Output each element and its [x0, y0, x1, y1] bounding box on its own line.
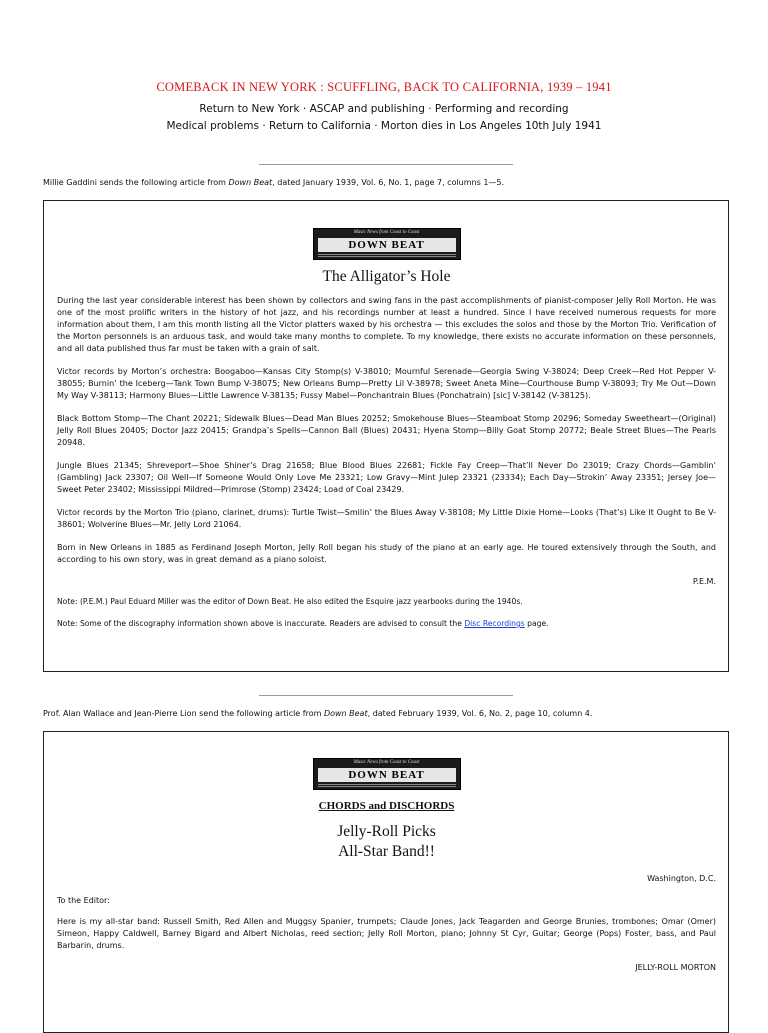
publication-name: Down Beat — [323, 709, 368, 718]
chapter-topics-line-1: Return to New York · ASCAP and publishing · Performing and recording — [199, 103, 569, 115]
paragraph: Victor records by Morton’s orchestra: Boogaboo—Kansas City Stomp(s) V-38010; Mournful Serenade—Georgia Swing V-38024; Deep Creek—Red Hot Pepper V-38055; Burnin’ the Iceberg—Tank Town Bump V-38075; New Orleans Bump—Pretty Lil V-38978; Sweet Aneta Mine—Courthouse Bump V-38093; Try Me Out—Down My Way V-38113; Harmony Blues—Little Lawrence V-38135; Fussy Mabel—Ponchantrain Blues (Ponchatrain) [sic] V-38142 (V-38125). — [57, 367, 716, 400]
article-2-source — [43, 709, 733, 718]
paragraph: Born in New Orleans in 1885 as Ferdinand Joseph Morton, Jelly Roll began his study of the piano at an early age. He toured extensively through the South, and according to his own story, was in great demand as a piano soloist. — [57, 543, 716, 564]
article-1-box — [43, 200, 729, 672]
paragraph: Here is my all-star band: Russell Smith, Red Allen and Muggsy Spanier, trumpets; Claude Jones, Jack Teagarden and George Brunies, trombones; Omar (Omer) Simeon, Happy Caldwell, Barney Bigard and Albert Nicholas, reed section; Jelly Roll Morton, piano; Johnny St Cyr, Guitar; George (Pops) Foster, bass, and Paul Barbarin, drums. — [57, 917, 716, 950]
discography-note: Note: Some of the discography information shown above is inaccurate. Readers are advised to consult the Disc Recordings page. — [57, 619, 549, 628]
page-header — [0, 80, 768, 135]
article-title: The Alligator’s Hole — [322, 268, 451, 285]
article-1-source — [43, 178, 733, 187]
paragraph: Black Bottom Stomp—The Chant 20221; Sidewalk Blues—Dead Man Blues 20252; Smokehouse Blues—Steamboat Stomp 20296; Someday Sweetheart—(Original) Jelly Roll Blues 20405; Doctor Jazz 20415; Grandpa’s Spells—Cannon Ball (Blues) 20431; Hyena Stomp—Billy Goat Stomp 20772; Beale Street Blues—The Pearls 20948. — [57, 414, 716, 447]
author-initials: P.E.M. — [692, 577, 716, 586]
down-beat-logo — [313, 758, 461, 790]
paragraph: Jungle Blues 21345; Shreveport—Shoe Shiner’s Drag 21658; Blue Blood Blues 22681; Fickle Fay Creep—That’ll Never Do 23019; Crazy Chords—Gamblin’ (Gambling) Jack 23307; Oil Well—If Someone Would Only Love Me 23321; Low Gravy—Mint Julep 23321 (23334); Each Day—Strokin’ Away 23351; Jersey Joe—Sweet Peter 23402; Mississippi Mildred—Primrose (Stomp) 23424; Load of Coal 23429. — [57, 461, 716, 494]
paragraph: During the last year considerable interest has been shown by collectors and swing fans in the past accomplishments of pianist-composer Jelly Roll Morton. He was one of the most prolific writers in the history of hot jazz, and his recordings number at least a hundred. Since I have received numerous requests for more information about them, I am this month listing all the Victor platters waxed by his orchestra — this excludes the solos and those by the Morton Trio. Verification of the Morton personnels is an arduous task, and would take many months to complete. To my knowledge, there exists no accurate information on these personnels, and all data published thus far must be taken with a grain of salt. — [57, 296, 716, 353]
letter-body — [57, 916, 716, 952]
dateline: Washington, D.C. — [647, 874, 716, 883]
section-heading: CHORDS and DISCHORDS — [318, 800, 455, 812]
divider — [259, 695, 513, 696]
source-text: Millie Gaddini sends the following article from — [43, 178, 229, 187]
source-details: , dated January 1939, Vol. 6, No. 1, page 7, columns 1—5. — [272, 178, 505, 187]
logo-tagline: Music News from Coast to Coast — [353, 760, 420, 765]
paragraph: Victor records by the Morton Trio (piano, clarinet, drums): Turtle Twist—Smilin’ the Blues Away V-38108; My Little Dixie Home—Looks (That’s) Like It Ought to Be V-38601; Wolverine Blues—Mr. Jelly Lord 21064. — [57, 508, 716, 529]
logo-masthead: DOWN BEAT — [348, 769, 425, 781]
source-details: , dated February 1939, Vol. 6, No. 2, page 10, column 4. — [367, 709, 593, 718]
headline-line-2: All-Star Band!! — [338, 843, 435, 860]
salutation: To the Editor: — [57, 896, 110, 905]
disc-recordings-link[interactable]: Disc Recordings — [464, 619, 525, 628]
editor-note: Note: (P.E.M.) Paul Eduard Miller was the editor of Down Beat. He also edited the Esquire jazz yearbooks during the 1940s. — [57, 597, 523, 606]
headline-line-1: Jelly-Roll Picks — [337, 823, 436, 840]
logo-tagline: Music News from Coast to Coast — [353, 230, 420, 235]
article-2-box — [43, 731, 729, 1033]
publication-name: Down Beat — [228, 178, 273, 187]
article-body — [57, 295, 716, 566]
down-beat-logo — [313, 228, 461, 260]
logo-masthead: DOWN BEAT — [348, 239, 425, 251]
chapter-title: COMEBACK IN NEW YORK : SCUFFLING, BACK TO CALIFORNIA, 1939 – 1941 — [156, 80, 612, 94]
chapter-topics-line-2: Medical problems · Return to California · Morton dies in Los Angeles 10th July 1941 — [166, 120, 602, 132]
divider — [259, 164, 513, 165]
letter-signature: JELLY-ROLL MORTON — [635, 963, 716, 972]
source-text: Prof. Alan Wallace and Jean-Pierre Lion send the following article from — [43, 709, 324, 718]
